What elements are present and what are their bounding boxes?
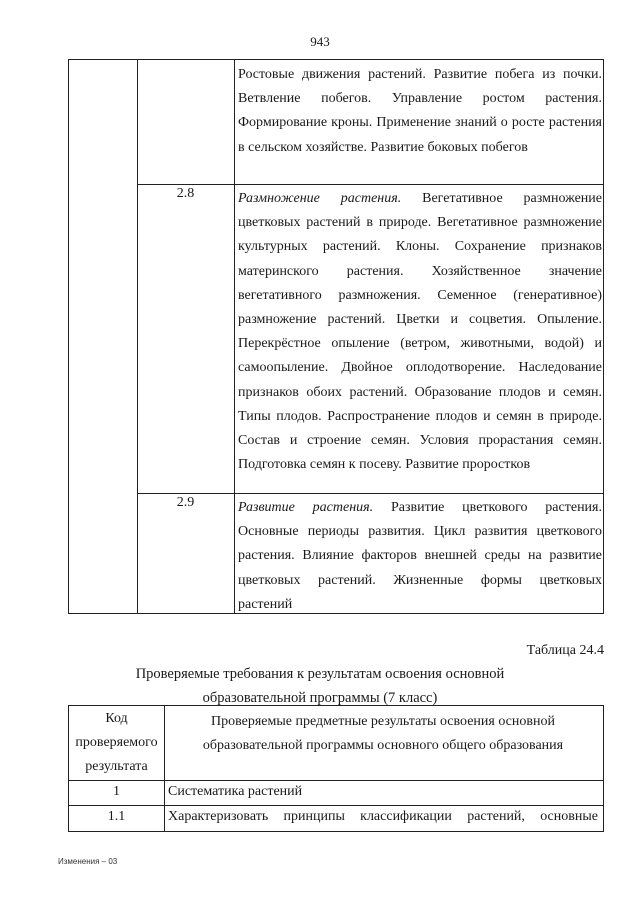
row-text — [238, 63, 602, 160]
table-caption-line-2: образовательной программы (7 класс) — [202, 690, 438, 706]
row-title: Развитие растения. — [238, 500, 374, 515]
footer-revision-note: Изменения – 03 — [58, 857, 118, 866]
row-code: 1 — [113, 784, 120, 799]
page-number: 943 — [310, 34, 330, 49]
row-divider — [137, 493, 603, 494]
row-code: 2.8 — [176, 186, 195, 201]
header-description-line: Проверяемые предметные результаты освоения основной — [211, 714, 555, 729]
row-divider — [69, 805, 603, 806]
content-table-1 — [68, 59, 604, 614]
row-text-body: Развитие цветкового растения. Основные периоды развития. Цикл развития цветкового растения. Влияние факторов внешней среды на развитие цветковых растений. Жизненные формы цветковых растений — [238, 500, 602, 612]
row-code: 2.9 — [176, 495, 195, 510]
row-divider — [137, 184, 603, 185]
header-code-line: проверяемого — [75, 735, 158, 750]
column-divider — [234, 60, 235, 613]
table-label: Таблица 24.4 — [526, 643, 604, 658]
header-code-line: Код — [105, 711, 128, 726]
row-text — [238, 496, 602, 617]
header-code-line: результата — [85, 759, 148, 774]
column-divider — [164, 706, 165, 831]
row-title: Размножение растения. — [238, 191, 402, 206]
row-divider — [69, 780, 603, 781]
table-caption-line-1: Проверяемые требования к результатам освоения основной — [135, 666, 505, 682]
row-code: 1.1 — [107, 809, 126, 824]
content-table-2 — [68, 705, 604, 832]
row-text — [238, 187, 602, 477]
row-text-body: Вегетативное размножение цветковых растений в природе. Вегетативное размножение культурных растений. Клоны. Сохранение признаков материнского растения. Хозяйственное значение вегетативного размножения. Семенное (генеративное) размножение растений. Цветки и соцветия. Опыление. Перекрёстное опыление (ветром, животными, водой) и самоопыление. Двойное оплодотворение. Наследование признаков обоих растений. Образование плодов и семян. Типы плодов. Распространение плодов и семян в природе. Состав и строение семян. Условия прорастания семян. Подготовка семян к посеву. Развитие проростков — [238, 191, 603, 473]
row-text-body: Ростовые движения растений. Развитие побега из почки. Ветвление побегов. Управление ростом растения. Формирование кроны. Применение знаний о росте растения в сельском хозяйстве. Развитие боковых побегов — [238, 67, 602, 155]
header-description-line: образовательной программы основного общего образования — [202, 738, 564, 753]
column-divider — [137, 60, 138, 613]
row-text: Характеризовать принципы классификации растений, основные — [168, 809, 598, 824]
row-text: Систематика растений — [168, 784, 303, 799]
